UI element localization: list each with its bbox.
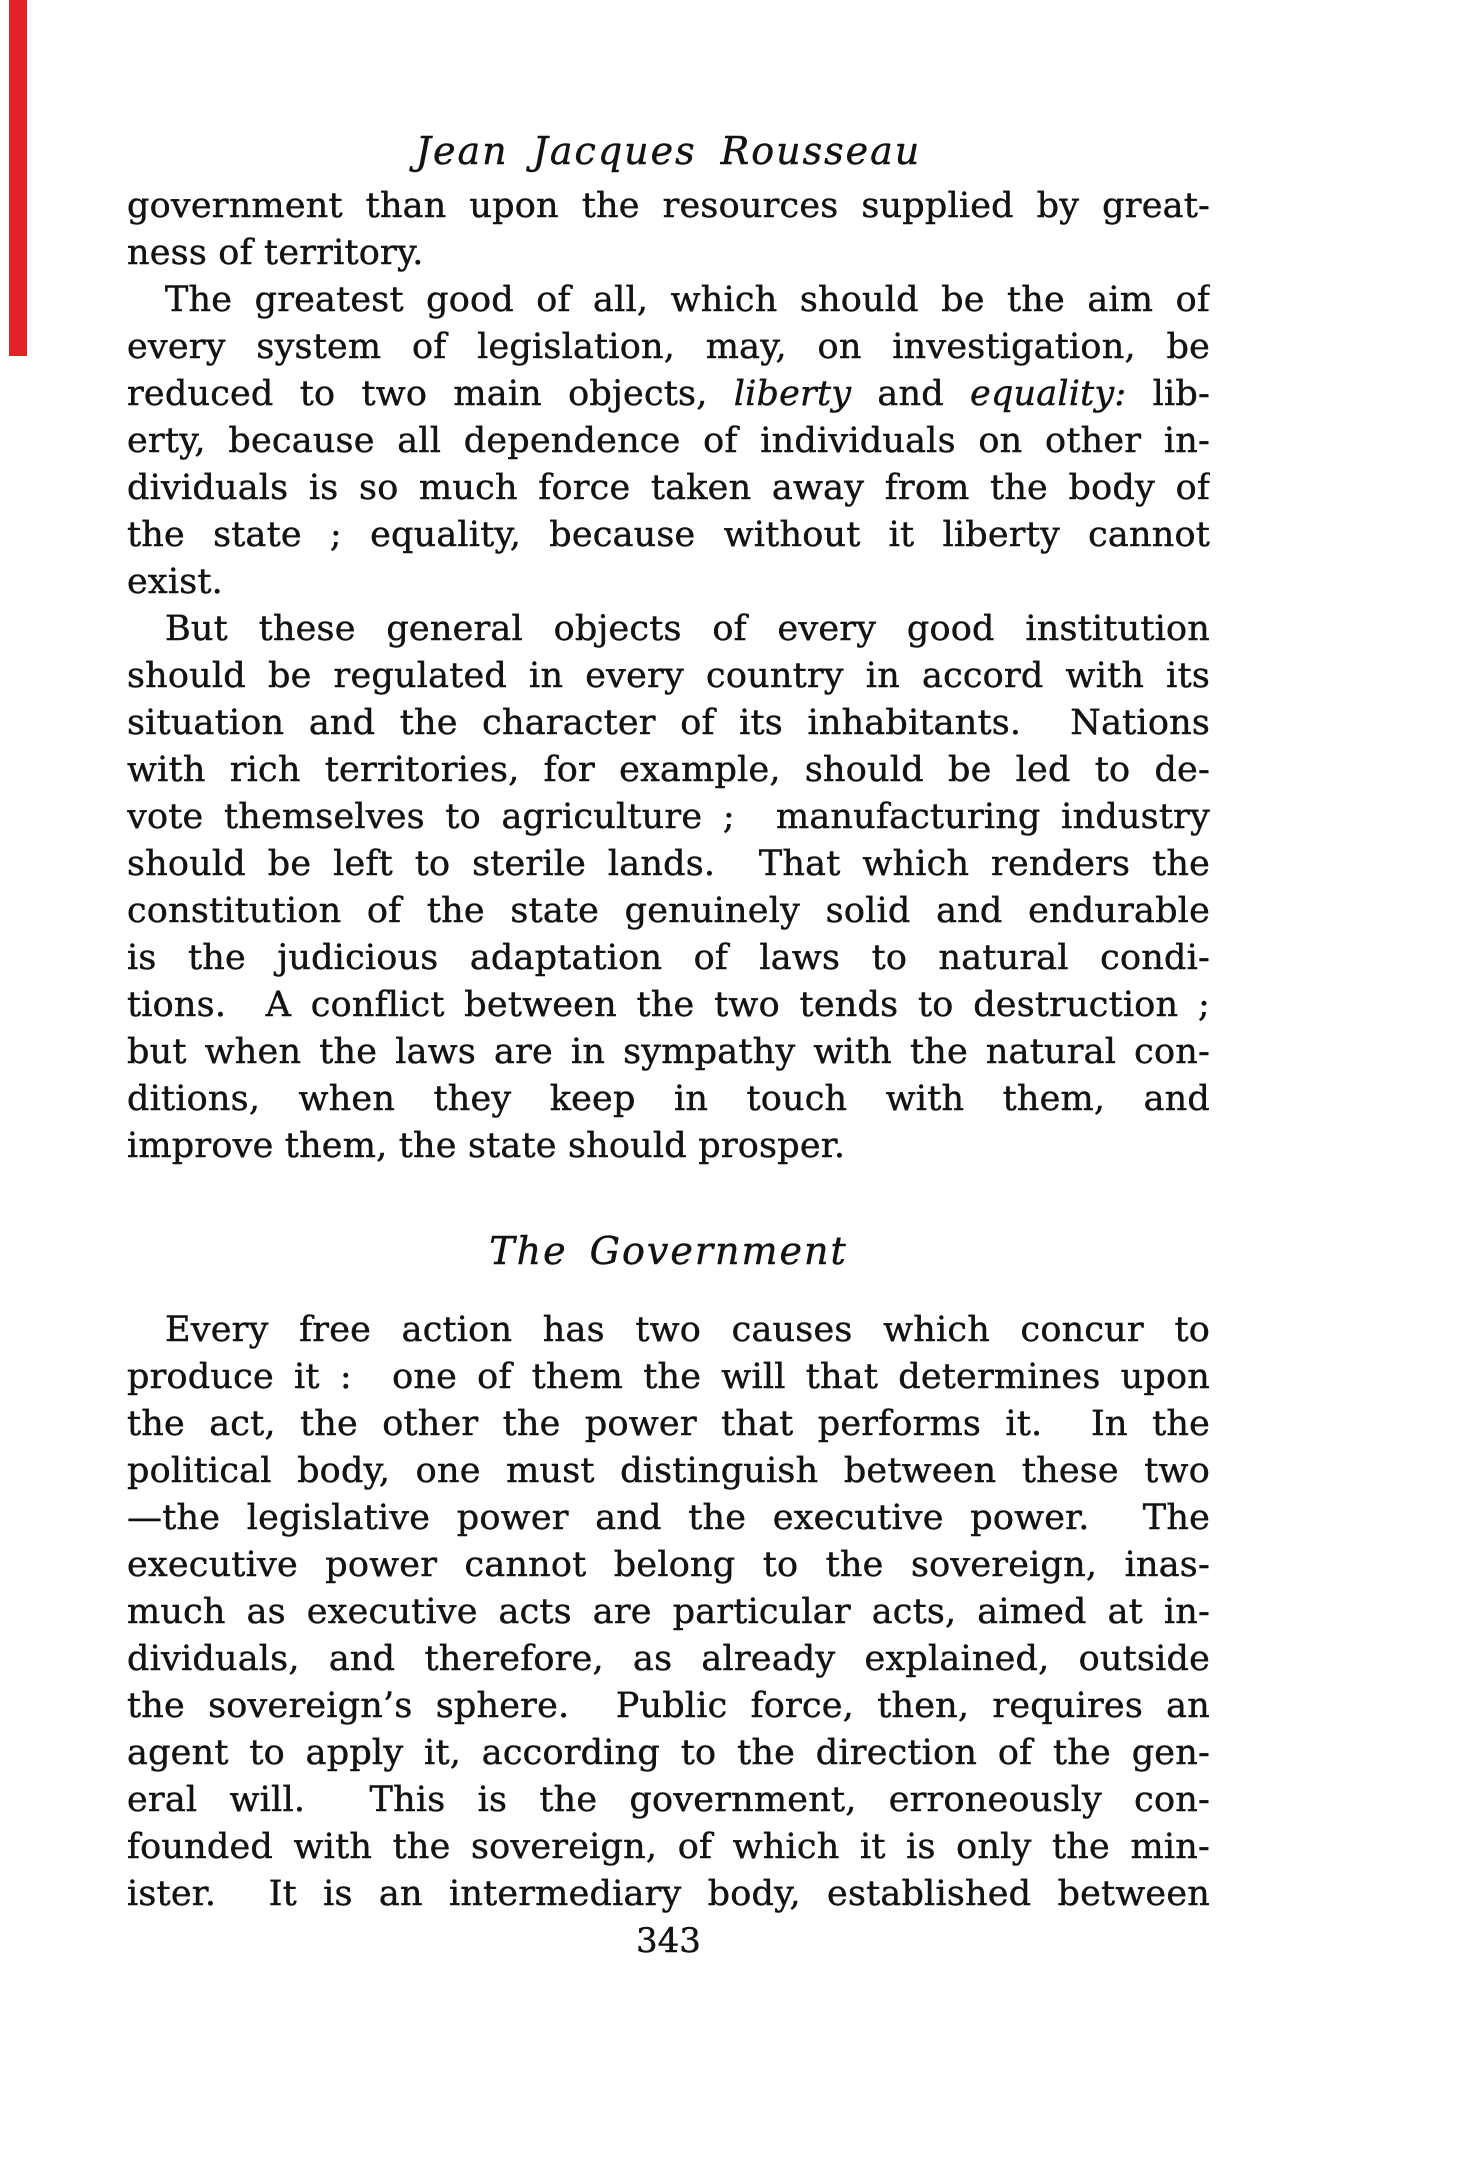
text-segment: ness of territory. xyxy=(127,233,424,273)
paragraph xyxy=(127,606,1210,1170)
text-segment: should be regulated in every country in accord with its xyxy=(127,656,1210,696)
paragraph xyxy=(127,277,1210,606)
italic-text: liberty xyxy=(733,374,852,414)
text-segment: produce it : one of them the will that determines upon xyxy=(127,1357,1210,1397)
text-segment: founded with the sovereign, of which it is only the min- xyxy=(127,1827,1210,1867)
text-segment: executive power cannot belong to the sovereign, inas- xyxy=(127,1545,1210,1585)
text-segment: exist. xyxy=(127,562,223,602)
paragraph xyxy=(127,183,1210,277)
text-line xyxy=(127,1542,1210,1589)
paragraph xyxy=(127,1307,1210,1918)
text-segment: reduced to two main objects, xyxy=(127,374,734,414)
text-segment: and xyxy=(851,374,971,414)
text-line xyxy=(127,1730,1210,1777)
text-segment: dividuals, and therefore, as already explained, outside xyxy=(127,1639,1210,1679)
text-segment: the act, the other the power that performs it. In the xyxy=(127,1404,1210,1444)
red-ribbon-mark xyxy=(9,0,27,356)
text-line xyxy=(127,465,1210,512)
text-segment: ditions, when they keep in touch with them, and xyxy=(127,1079,1210,1119)
text-line xyxy=(127,183,1210,230)
text-segment: lib- xyxy=(1126,374,1210,414)
text-line xyxy=(127,1307,1210,1354)
text-line xyxy=(127,1029,1210,1076)
text-line xyxy=(127,841,1210,888)
text-segment: situation and the character of its inhabitants. Nations xyxy=(127,703,1210,743)
text-line xyxy=(127,1824,1210,1871)
text-line xyxy=(127,1076,1210,1123)
text-line xyxy=(127,653,1210,700)
text-segment: Every free action has two causes which concur to xyxy=(165,1310,1210,1350)
page-body xyxy=(127,183,1210,1918)
text-line xyxy=(127,324,1210,371)
text-line xyxy=(127,794,1210,841)
text-segment: should be left to sterile lands. That which renders the xyxy=(127,844,1210,884)
text-segment: But these general objects of every good institution xyxy=(165,609,1210,649)
text-segment: the sovereign’s sphere. Public force, then, requires an xyxy=(127,1686,1210,1726)
text-line xyxy=(127,747,1210,794)
text-segment: —the legislative power and the executive power. The xyxy=(127,1498,1210,1538)
text-segment: constitution of the state genuinely solid and endurable xyxy=(127,891,1210,931)
text-segment: eral will. This is the government, erroneously con- xyxy=(127,1780,1210,1820)
text-line xyxy=(127,1354,1210,1401)
text-line xyxy=(127,1495,1210,1542)
text-line xyxy=(127,982,1210,1029)
text-line xyxy=(127,1777,1210,1824)
running-header: Jean Jacques Rousseau xyxy=(415,129,922,173)
text-column xyxy=(127,128,1210,1965)
text-line xyxy=(127,230,1210,277)
text-segment: erty, because all dependence of individuals on other in- xyxy=(127,421,1210,461)
text-segment: with rich territories, for example, should be led to de- xyxy=(127,750,1210,790)
text-line xyxy=(127,1871,1210,1918)
text-line xyxy=(127,559,1210,606)
text-segment: The greatest good of all, which should be the aim of xyxy=(165,280,1210,320)
page-number: 343 xyxy=(636,1921,701,1961)
text-line xyxy=(127,371,1210,418)
text-line xyxy=(127,418,1210,465)
section-heading: The Government xyxy=(489,1229,848,1273)
text-line xyxy=(127,606,1210,653)
text-line xyxy=(127,1683,1210,1730)
text-line xyxy=(127,935,1210,982)
text-segment: the state ; equality, because without it liberty cannot xyxy=(127,515,1210,555)
text-line xyxy=(127,888,1210,935)
text-segment: every system of legislation, may, on investigation, be xyxy=(127,327,1210,367)
text-segment: vote themselves to agriculture ; manufacturing industry xyxy=(127,797,1210,837)
text-line xyxy=(127,1401,1210,1448)
text-segment: ister. It is an intermediary body, established between xyxy=(127,1874,1210,1914)
text-line xyxy=(127,1636,1210,1683)
text-segment: agent to apply it, according to the direction of the gen- xyxy=(127,1733,1210,1773)
text-line xyxy=(127,1448,1210,1495)
text-line xyxy=(127,277,1210,324)
text-segment: political body, one must distinguish between these two xyxy=(127,1451,1210,1491)
text-segment: tions. A conflict between the two tends to destruction ; xyxy=(127,985,1210,1025)
text-segment: is the judicious adaptation of laws to natural condi- xyxy=(127,938,1210,978)
text-line xyxy=(127,512,1210,559)
text-segment: but when the laws are in sympathy with the natural con- xyxy=(127,1032,1210,1072)
text-segment: government than upon the resources supplied by great- xyxy=(127,186,1210,226)
text-line xyxy=(127,1123,1210,1170)
italic-text: equality: xyxy=(970,374,1127,414)
text-segment: improve them, the state should prosper. xyxy=(127,1126,846,1166)
text-line xyxy=(127,1589,1210,1636)
text-line xyxy=(127,700,1210,747)
text-segment: dividuals is so much force taken away from the body of xyxy=(127,468,1210,508)
text-segment: much as executive acts are particular acts, aimed at in- xyxy=(127,1592,1210,1632)
